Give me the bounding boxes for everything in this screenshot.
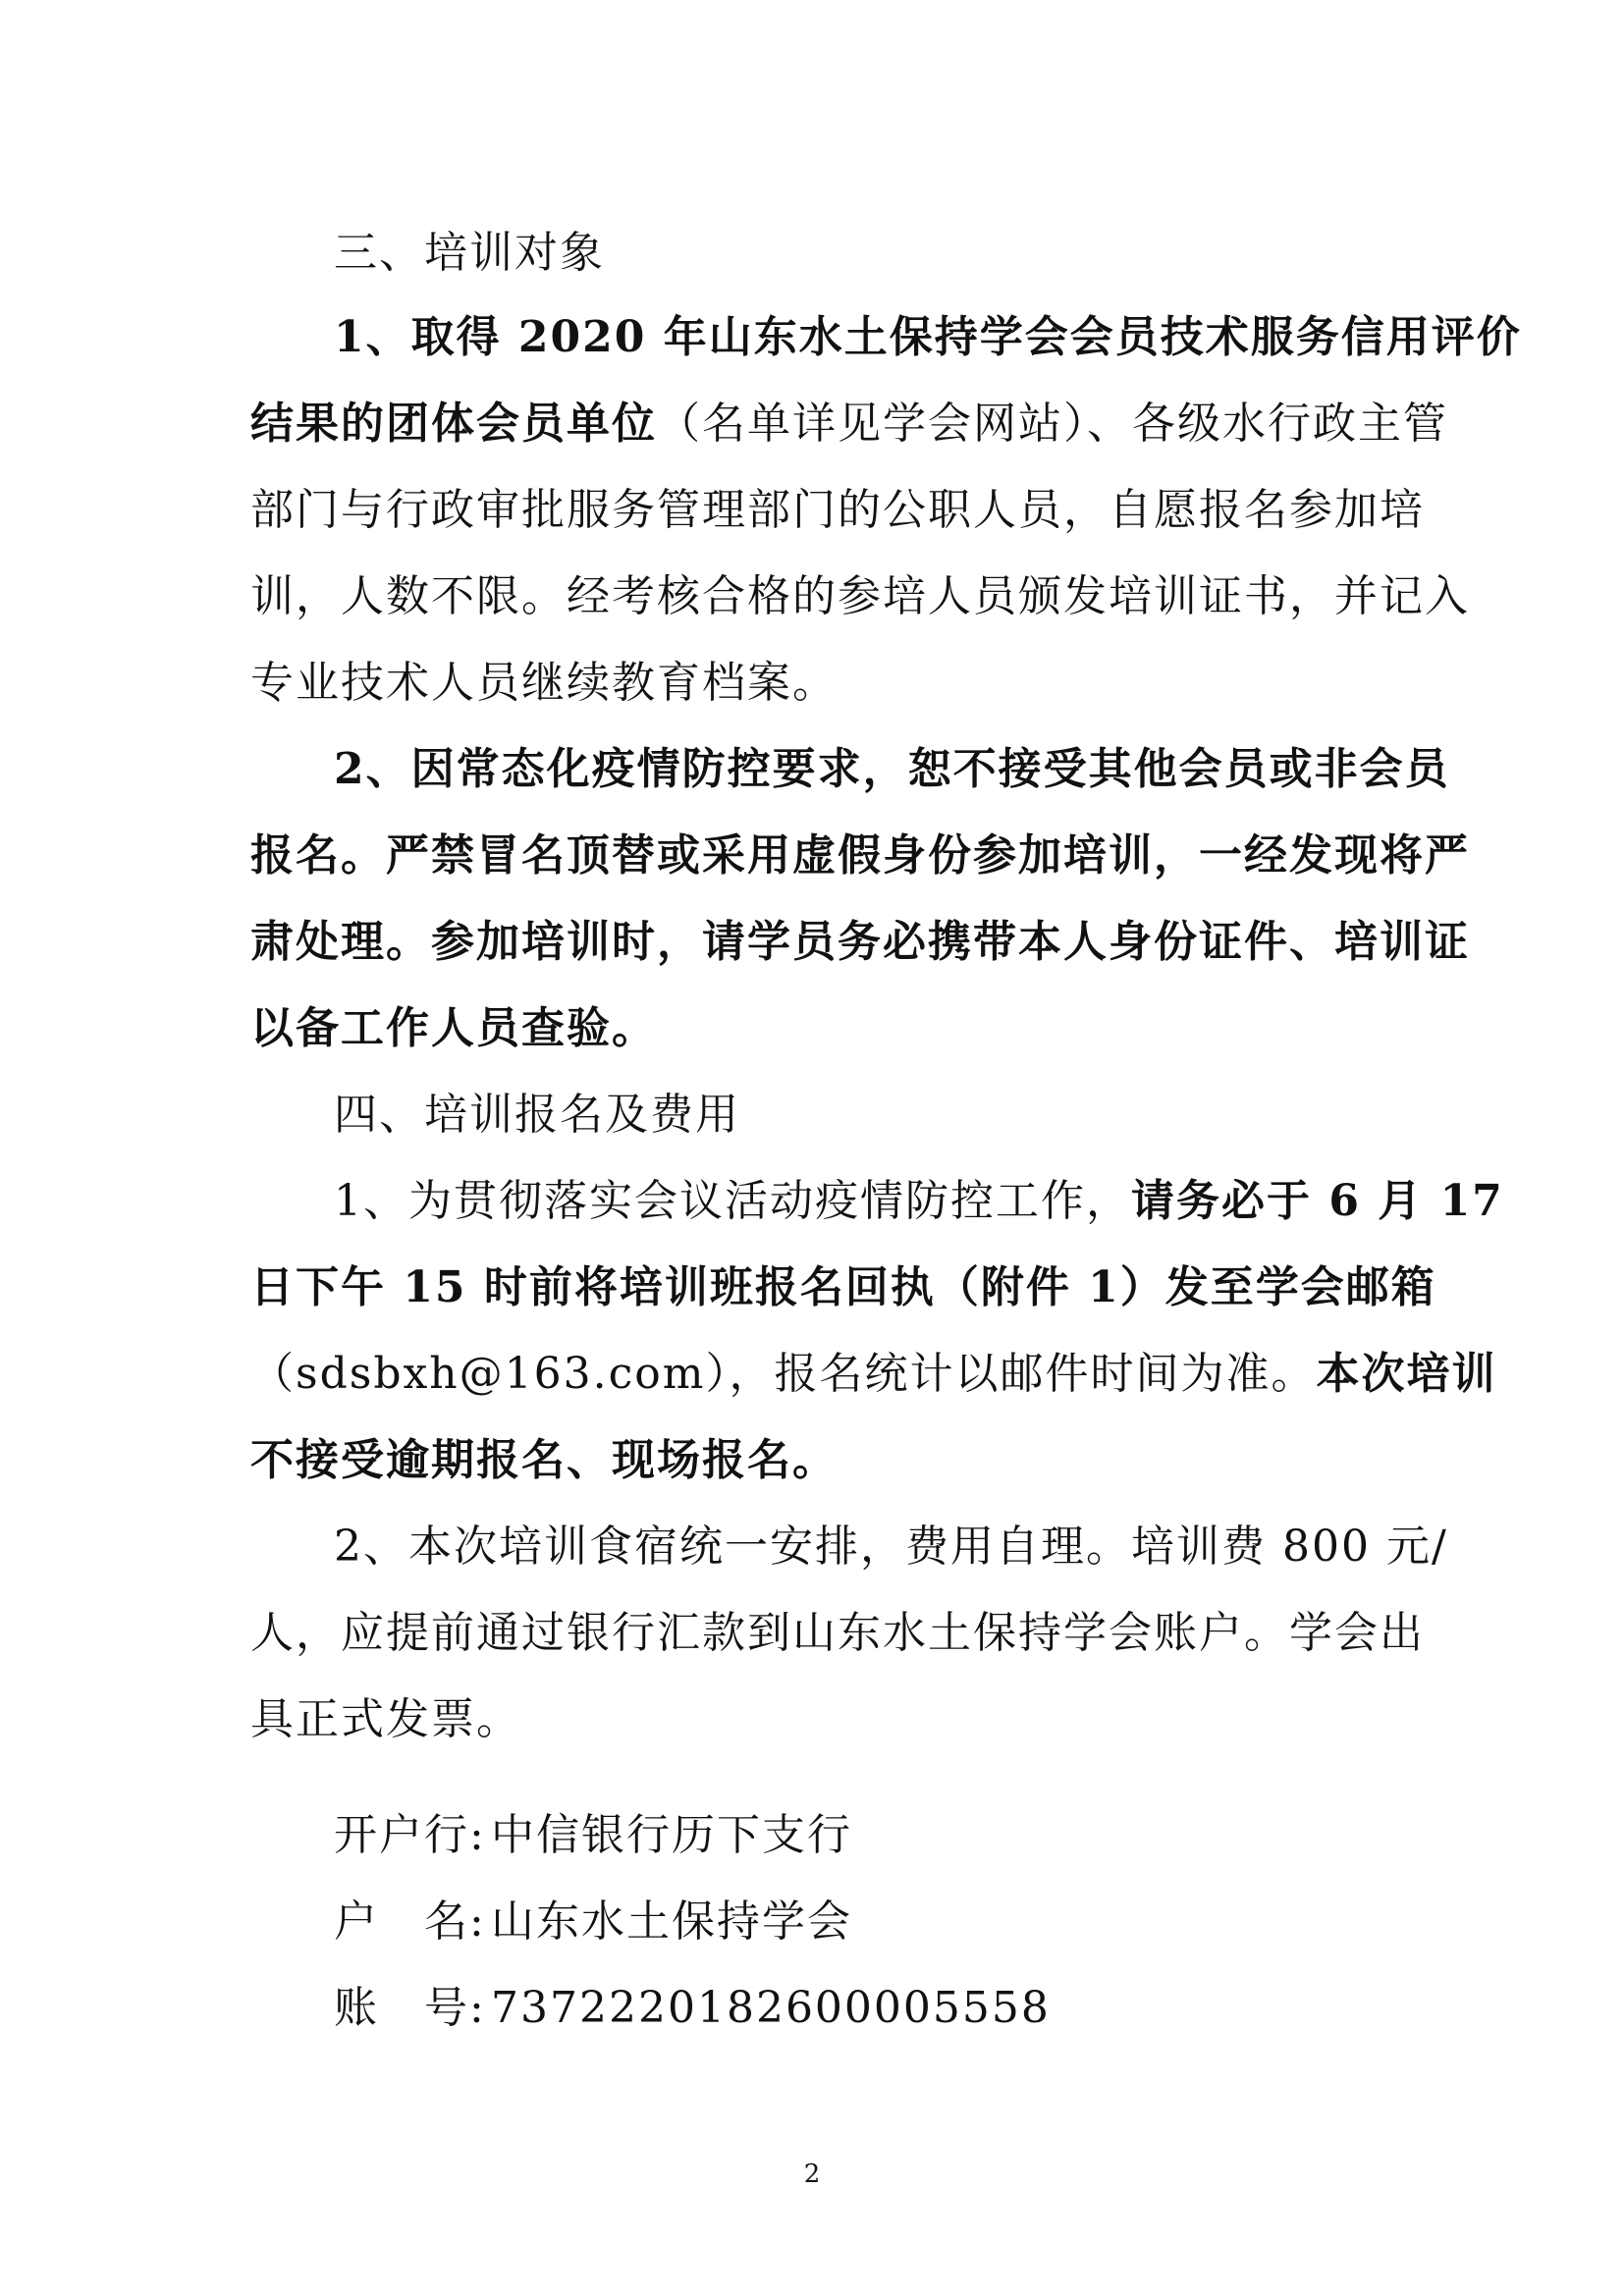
bank-label: 开户行: xyxy=(334,1810,486,1860)
paragraph-4-1-line-3 xyxy=(250,1345,1497,1404)
paragraph-3-1-line-2-rest: （名单详见学会网站）、各级水行政主管 xyxy=(657,399,1448,449)
account-number-row xyxy=(334,1979,1051,2038)
paragraph-4-2-line-1: 2、本次培训食宿统一安排，费用自理。培训费 800 元/ xyxy=(334,1522,1448,1572)
paragraph-3-1-line-5: 专业技术人员继续教育档案。 xyxy=(250,658,838,708)
section-heading-4: 四、培训报名及费用 xyxy=(334,1090,740,1140)
paragraph-3-2-line-2: 报名。严禁冒名顶替或采用虚假身份参加培训，一经发现将严 xyxy=(250,830,1470,881)
paragraph-3-2-line-1: 2、因常态化疫情防控要求，恕不接受其他会员或非会员 xyxy=(334,744,1450,794)
paragraph-4-1-line-1 xyxy=(334,1172,1504,1231)
paragraph-3-1-line-3: 部门与行政审批服务管理部门的公职人员，自愿报名参加培 xyxy=(250,485,1425,535)
paragraph-4-1-line-1-normal: 1、为贯彻落实会议活动疫情防控工作， xyxy=(334,1176,1131,1226)
paragraph-3-1-line-2-bold: 结果的团体会员单位 xyxy=(250,399,657,449)
paragraph-4-1-line-1-bold: 请务必于 6 月 17 xyxy=(1131,1176,1504,1226)
bank-value: 中信银行历下支行 xyxy=(491,1810,852,1860)
paragraph-4-1-line-3-bold: 本次培训 xyxy=(1316,1349,1497,1399)
account-name-value: 山东水土保持学会 xyxy=(491,1896,852,1947)
paragraph-3-1-line-4: 训，人数不限。经考核合格的参培人员颁发培训证书，并记入 xyxy=(250,571,1470,621)
paragraph-4-2-line-3: 具正式发票。 xyxy=(250,1694,521,1744)
page-number: 2 xyxy=(803,2160,821,2189)
paragraph-4-1-line-2: 日下午 15 时前将培训班报名回执（附件 1）发至学会邮箱 xyxy=(250,1262,1436,1312)
paragraph-3-2-line-4: 以备工作人员查验。 xyxy=(250,1003,657,1053)
account-name-label: 户 名: xyxy=(334,1896,486,1947)
paragraph-4-1-line-4: 不接受逾期报名、现场报名。 xyxy=(250,1435,838,1485)
account-name-row xyxy=(334,1893,852,1951)
paragraph-4-2-line-2: 人，应提前通过银行汇款到山东水土保持学会账户。学会出 xyxy=(250,1608,1425,1658)
paragraph-3-1-line-1: 1、取得 2020 年山东水土保持学会会员技术服务信用评价 xyxy=(334,312,1522,362)
bank-row xyxy=(334,1806,852,1865)
paragraph-4-1-line-3-normal: （sdsbxh@163.com），报名统计以邮件时间为准。 xyxy=(250,1349,1317,1399)
paragraph-3-2-line-3: 肃处理。参加培训时，请学员务必携带本人身份证件、培训证 xyxy=(250,917,1470,967)
paragraph-3-1-line-2 xyxy=(250,395,1448,454)
account-number-label: 账 号: xyxy=(334,1983,486,2033)
section-heading-3: 三、培训对象 xyxy=(334,228,605,278)
account-number-value: 7372220182600005558 xyxy=(491,1983,1051,2033)
